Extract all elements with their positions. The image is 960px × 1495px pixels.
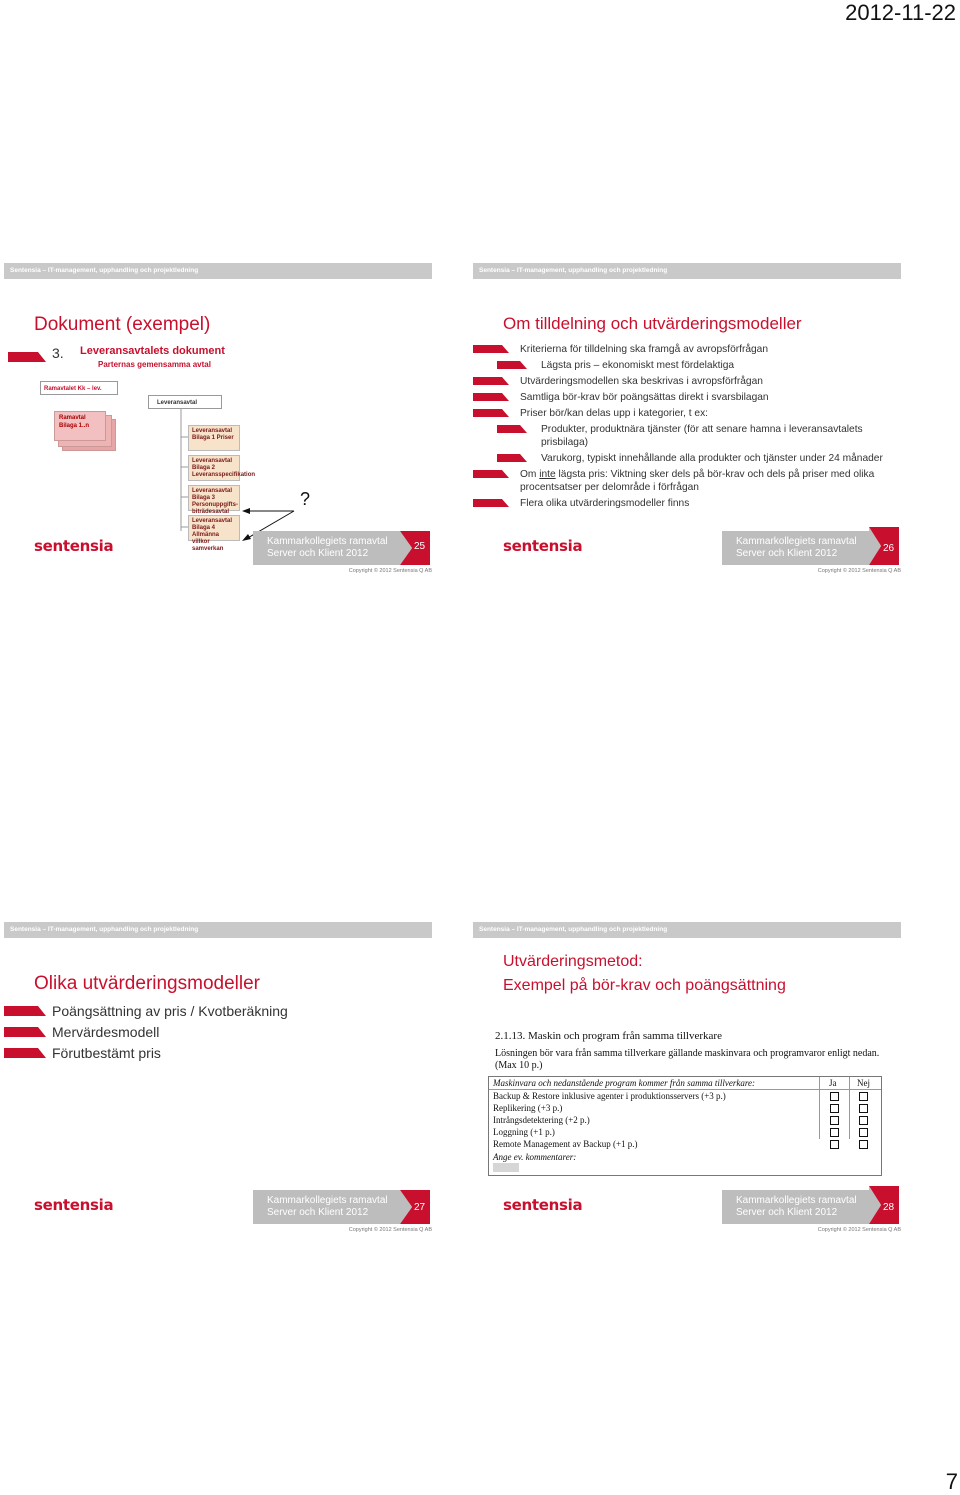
slide-number: 26 [883,543,895,554]
bullet-item: Varukorg, typiskt innehållande alla produkter och tjänster under 24 månader [473,452,903,465]
slide-title-line2: Exempel på bör-krav och poängsättning [503,977,786,994]
footer-line1: Kammarkollegiets ramavtal [736,1195,857,1206]
diagram-subheading: Parternas gemensamma avtal [98,360,211,369]
table-row: Replikering (+3 p.) [493,1103,563,1113]
slide-number: 28 [883,1202,895,1213]
bullet-item: Poängsättning av pris / Kvotberäkning [4,1002,434,1020]
footer-line2: Server och Klient 2012 [267,548,369,559]
bullet-list [4,1002,434,1065]
slide-26 [473,263,903,574]
bilaga-4-box: Leveransavtal Bilaga 4 Allmänna villkor samverkan [188,515,240,541]
slide-header: Sentensia – IT-management, upphandling och projektledning [4,922,432,938]
checkbox-ja[interactable] [830,1092,839,1101]
slide-header: Sentensia – IT-management, upphandling och projektledning [4,263,432,279]
bullet-marker-icon [473,499,509,507]
checkbox-ja[interactable] [830,1140,839,1149]
slide-header: Sentensia – IT-management, upphandling och projektledning [473,922,901,938]
sentensia-logo: sentensia [34,537,114,555]
bullet-item: Lägsta pris – ekonomiskt mest fördelaktiga [473,359,903,372]
bullet-marker-icon [473,409,509,417]
diagram-heading: Leveransavtalets dokument [80,345,225,357]
slide-title: Om tilldelning och utvärderingsmodeller [503,314,802,333]
table-row: Loggning (+1 p.) [493,1127,555,1137]
copyright: Copyright © 2012 Sentensia Q AB [348,568,432,574]
table-col-divider [849,1077,850,1139]
slide-title [503,950,786,998]
copyright: Copyright © 2012 Sentensia Q AB [348,1227,432,1233]
bullet-marker-icon [4,1027,46,1037]
bullet-item: Flera olika utvärderingsmodeller finns [473,497,903,510]
page-number: 7 [945,1469,958,1494]
checkbox-nej[interactable] [859,1116,868,1125]
bullet-marker-icon [473,377,509,385]
sentensia-logo: sentensia [34,1196,114,1214]
comment-field[interactable] [493,1163,519,1172]
checkbox-ja[interactable] [830,1116,839,1125]
slide-header: Sentensia – IT-management, upphandling och projektledning [473,263,901,279]
footer-line1: Kammarkollegiets ramavtal [267,1195,388,1206]
footer-line1: Kammarkollegiets ramavtal [736,536,857,547]
print-date: 2012-11-22 [845,0,956,25]
slide-title-line1: Utvärderingsmetod: [503,953,643,970]
bullet-marker-icon [497,425,527,433]
sentensia-logo: sentensia [503,537,583,555]
bullet-item: Priser bör/kan delas upp i kategorier, t ex: [473,407,903,420]
comment-label: Ange ev. kommentarer: [493,1152,577,1162]
table-col-divider [819,1077,820,1139]
footer-box [722,531,878,565]
footer-line2: Server och Klient 2012 [736,548,838,559]
footer-box [722,1190,878,1224]
question-mark: ? [300,489,311,509]
checkbox-nej[interactable] [859,1104,868,1113]
ramavtal-box: Ramavtal Bilaga 1..n [54,411,106,441]
slide-title: Dokument (exempel) [34,314,211,335]
bullet-item: Samtliga bör-krav bör poängsättas direkt i svarsbilagan [473,391,903,404]
copyright: Copyright © 2012 Sentensia Q AB [817,1227,901,1233]
bullet-item: Produkter, produktnära tjänster (för att senare hamna i leveransavtalets prisbilaga) [473,423,903,449]
bilaga-3-box: Leveransavtal Bilaga 3 Personuppgifts-biträdesavtal [188,485,240,511]
bullet-marker-icon [4,1048,46,1058]
table-row: Backup & Restore inklusive agenter i produktionsservers (+3 p.) [493,1091,726,1101]
ramavtal-header-box: Ramavtalet Kk – lev. [40,381,118,395]
bilaga-1-box: Leveransavtal Bilaga 1 Priser [188,425,240,451]
footer-line2: Server och Klient 2012 [736,1207,838,1218]
bullet-marker-icon [473,470,509,478]
table-row: Remote Management av Backup (+1 p.) [493,1139,638,1149]
bullet-marker-icon [4,1006,46,1016]
bullet-item: Förutbestämt pris [4,1044,434,1062]
col-ja: Ja [829,1078,837,1088]
section-intro: Lösningen bör vara från samma tillverkare gällande maskinvara och programvaror enligt nedan. (Max 10 p.) [495,1048,880,1071]
table-header: Maskinvara och nedanstående program kommer från samma tillverkare: [493,1078,756,1088]
slide-title: Olika utvärderingsmodeller [34,973,260,994]
requirement-table [488,1076,882,1176]
slide-number: 25 [414,541,426,552]
footer-box [253,531,409,565]
bullet-marker-icon [497,361,527,369]
bullet-marker-icon [473,393,509,401]
bullet-item: Utvärderingsmodellen ska beskrivas i avropsförfrågan [473,375,903,388]
slide-27 [4,922,434,1233]
slide-number: 27 [414,1202,426,1213]
section-heading: 2.1.13. Maskin och program från samma tillverkare [495,1030,722,1042]
slide-25 [4,263,434,574]
checkbox-ja[interactable] [830,1104,839,1113]
col-nej: Nej [857,1078,870,1088]
bilaga-2-box: Leveransavtal Bilaga 2 Leveransspecifikation [188,455,240,481]
checkbox-nej[interactable] [859,1128,868,1137]
footer-line1: Kammarkollegiets ramavtal [267,536,388,547]
bullet-number: 3. [52,345,64,361]
checkbox-nej[interactable] [859,1092,868,1101]
bullet-marker-icon [497,454,527,462]
footer-box [253,1190,409,1224]
checkbox-ja[interactable] [830,1128,839,1137]
checkbox-nej[interactable] [859,1140,868,1149]
bullet-item: Om inte lägsta pris: Viktning sker dels på bör-krav och dels på priser med olika procentsatser per delområde i förfrågan [473,468,903,494]
copyright: Copyright © 2012 Sentensia Q AB [817,568,901,574]
bullet-item: Kriterierna för tilldelning ska framgå av avropsförfrågan [473,343,903,356]
sentensia-logo: sentensia [503,1196,583,1214]
bullet-list [473,343,903,513]
bullet-marker-icon [473,345,509,353]
slide-28 [473,922,903,1233]
footer-line2: Server och Klient 2012 [267,1207,369,1218]
leveransavtal-box: Leveransavtal [148,395,222,409]
table-row: Intrångsdetektering (+2 p.) [493,1115,590,1125]
bullet-item: Mervärdesmodell [4,1023,434,1041]
